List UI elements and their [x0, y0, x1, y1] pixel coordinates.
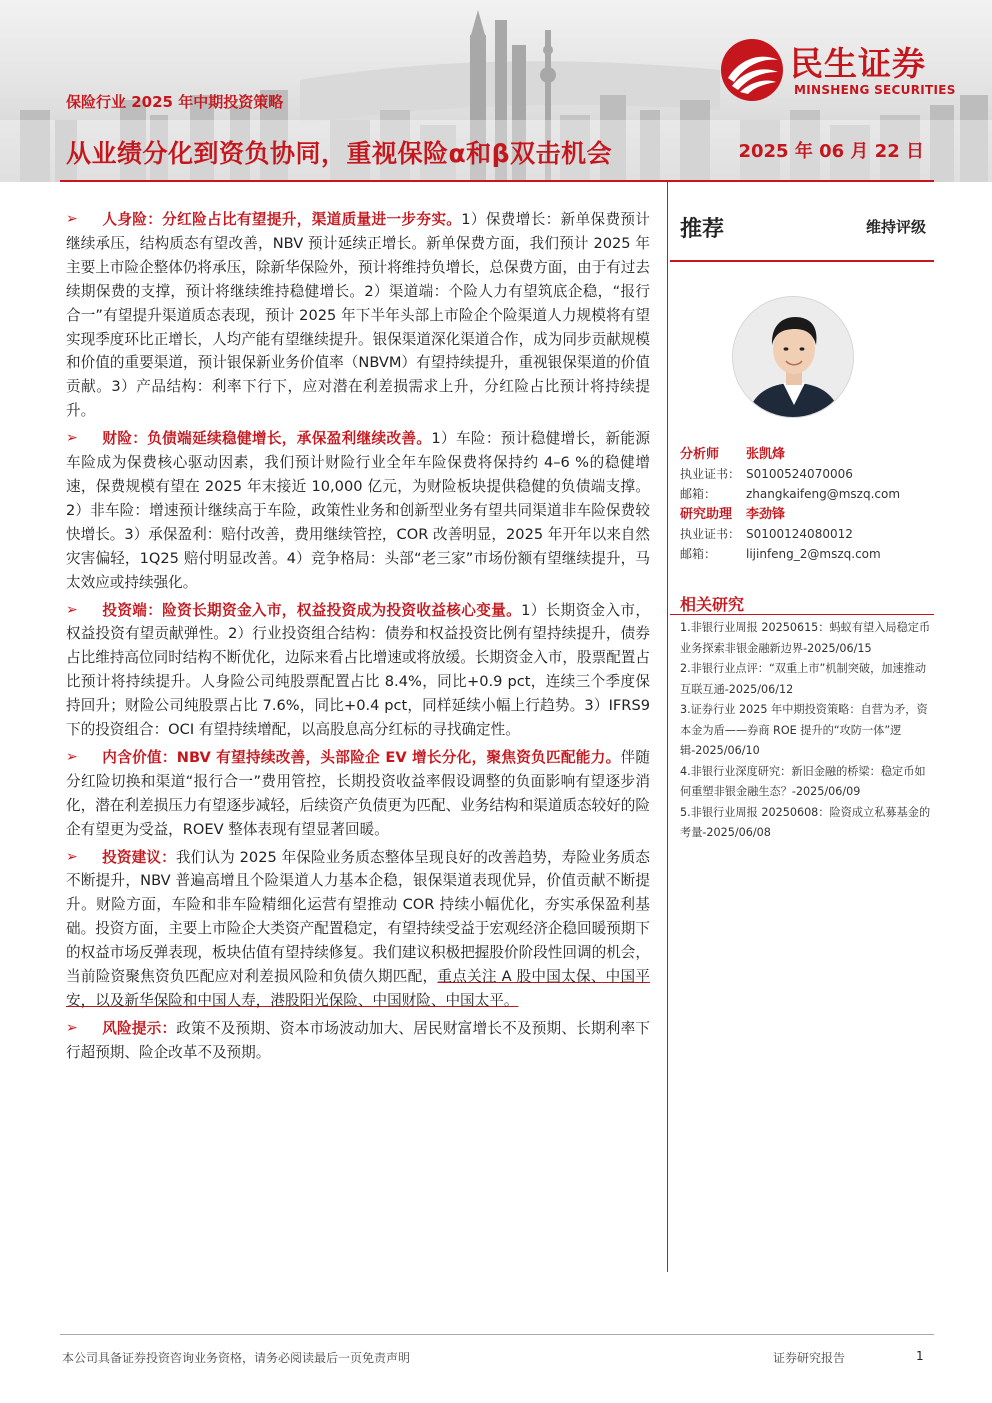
analyst-row — [680, 444, 934, 464]
arrow-bullet-icon: ➢ — [66, 748, 78, 765]
section-text: 我们认为 2025 年保险业务质态整体呈现良好的改善趋势，寿险业务质态不断提升，NBV 普遍高增且个险渠道人力基本企稳，银保渠道表现优异，价值贡献不断提升。财险方面，车险和非车险精细化运营有望推动 COR 持续小幅优化，夯实承保盈利基础。投资方面，主要上市险企大类资产配置稳定，有望持续受益于宏观经济企稳回暖预期下的权益市场反弹表现，板块估值有望持续修复。我们建议积极把握股价阶段性回调的机会，当前险资聚焦资负匹配应对利差损风险和负债久期匹配， — [66, 848, 650, 986]
footer-disclaimer: 本公司具备证券投资咨询业务资格，请务必阅读最后一页免责声明 — [62, 1351, 411, 1365]
analyst-avatar — [732, 296, 854, 418]
section-investment — [66, 599, 650, 742]
section-risk-warning — [66, 1017, 650, 1065]
related-research-list — [680, 618, 932, 844]
related-research-item[interactable]: 1.非银行业周报 20250615：蚂蚁有望入局稳定币业务探索非银金融新边界-2025/06/15 — [680, 621, 931, 655]
header-divider — [60, 180, 934, 182]
assistant-email[interactable]: lijinfeng_2@mszq.com — [746, 547, 881, 561]
footer-report-type: 证券研究报告 — [773, 1351, 846, 1365]
key-recommendations: 重点关注 A 股中国太保、中国平安，以及新华保险和中国人寿，港股阳光保险、中国财险、中国太平。 — [66, 968, 650, 1009]
footer-divider — [60, 1334, 934, 1335]
analyst-photo — [733, 297, 854, 418]
section-text: 1）长期资金入市，权益投资有望贡献弹性。2）行业投资组合结构：债券和权益投资比例有望持续提升，债券占比维持高位同时结构不断优化，边际来看占比增速或将放缓。长期资金入市，股票配置占比预计将持续提升。人身险公司纯股票配置占比 8.4%，同比+0.9 pct，连续三个季度保持回升；财险公司纯股票占比 7.6%，同比+0.4 pct，同样延续小幅上行趋势。3）IFRS9 下的投资组合：OCI 有望持续增配，以高股息高分红标的寻找确定性。 — [66, 601, 650, 739]
section-text: 伴随分红险切换和渠道“报行合一”费用管控，长期投资收益率假设调整的负面影响有望逐步消化，潜在利差损压力有望逐步减轻，后续资产负债更为匹配、业务结构和渠道质态较好的险企有望更为受益，ROEV 整体表现有望显著回暖。 — [66, 748, 650, 838]
related-research-item[interactable]: 3.证券行业 2025 年中期投资策略：自营为矛，资本金为盾——券商 ROE 提升的“攻防一体”逻辑-2025/06/10 — [680, 703, 928, 757]
arrow-bullet-icon: ➢ — [66, 1019, 78, 1036]
related-research-item[interactable]: 2.非银行业点评：“双重上市”机制突破，加速推动互联互通-2025/06/12 — [680, 662, 927, 696]
email-label: 邮箱： — [680, 487, 717, 501]
assistant-email-row — [680, 544, 934, 564]
assistant-name: 李劲锋 — [746, 507, 786, 522]
analyst-info — [680, 444, 934, 564]
arrow-bullet-icon: ➢ — [66, 848, 78, 865]
header-banner — [0, 0, 992, 182]
rating-divider — [670, 260, 934, 262]
section-text: 1）车险：预计稳健增长，新能源车险成为保费核心驱动因素，我们预计财险行业全年车险保费将保持约 4–6 %的稳健增速，保费规模有望在 2025 年末接近 10,000 亿元，为财险板块提供稳健的负债端支撑。2）非车险：增速预计继续高于车险，政策性业务和创新型业务有望共同渠道非车险保费较快增长。3）承保盈利：赔付改善，费用继续管控，COR 改善明显，2025 年开年以来自然灾害偏轻，1Q25 赔付明显改善。4）竞争格局：头部“老三家”市场份额有望继续提升，马太效应或持续强化。 — [66, 430, 650, 591]
analyst-email[interactable]: zhangkaifeng@mszq.com — [746, 487, 901, 501]
rating-note: 维持评级 — [865, 218, 926, 236]
rating: 推荐 — [680, 217, 725, 242]
cert-label: 执业证书： — [680, 467, 741, 481]
minsheng-logo — [720, 38, 970, 104]
related-divider — [670, 614, 934, 615]
analyst-email-row — [680, 484, 934, 504]
related-research-title: 相关研究 — [680, 595, 745, 614]
related-research-item[interactable]: 4.非银行业深度研究：新旧金融的桥梁：稳定币如何重塑非银金融生态？-2025/06/09 — [680, 764, 926, 798]
related-research-item[interactable]: 5.非银行业周报 20250608：险资成立私募基金的考量-2025/06/08 — [680, 805, 931, 839]
section-property-insurance — [66, 427, 650, 594]
section-investment-advice — [66, 846, 650, 1013]
analyst-role: 分析师 — [680, 447, 720, 462]
arrow-bullet-icon: ➢ — [66, 601, 78, 618]
assistant-role: 研究助理 — [680, 507, 733, 522]
logo-text-cn: 民生证券 — [790, 44, 926, 83]
section-text: 政策不及预期、资本市场波动加大、居民财富增长不及预期、长期利率下行超预期、险企改革不及预期。 — [66, 1019, 650, 1061]
assistant-cert-row — [680, 524, 934, 544]
section-lead: 风险提示： — [102, 1019, 177, 1037]
report-date: 2025 年 06 月 22 日 — [738, 141, 924, 162]
section-lead: 内含价值：NBV 有望持续改善，头部险企 EV 增长分化，聚焦资负匹配能力。 — [102, 748, 621, 766]
email-label: 邮箱： — [680, 547, 717, 561]
section-text: 1）保费增长：新单保费预计继续承压，结构质态有望改善，NBV 预计延续正增长。新单保费方面，我们预计 2025 年主要上市险企整体仍将承压，除新华保险外，预计将维持负增长，总保费方面，由于有过去续期保费的支撑，预计将继续维持稳健增长。2）渠道端：个险人力有望筑底企稳，“报行合一”有望提升渠道质态表现，预计 2025 年下半年头部上市险企个险渠道人力规模将有望实现季度环比正增长，人均产能有望继续提升。银保渠道深化渠道合作，成为同步贡献规模和价值的重要渠道，预计银保新业务价值率（NBVM）有望持续提升，重视银保渠道的价值贡献。3）产品结构：利率下行下，应对潜在利差损需求上升，分红险占比预计将持续提升。 — [66, 211, 650, 420]
section-embedded-value — [66, 746, 650, 842]
page-number: 1 — [916, 1349, 924, 1363]
section-lead: 投资建议： — [102, 848, 176, 866]
analyst-name: 张凯烽 — [746, 447, 786, 462]
arrow-bullet-icon: ➢ — [66, 430, 78, 447]
minsheng-logo-icon — [720, 38, 784, 102]
logo-text-en: MINSHENG SECURITIES — [794, 83, 956, 97]
section-lead: 投资端：险资长期资金入市，权益投资成为投资收益核心变量。 — [102, 601, 522, 619]
cert-label: 执业证书： — [680, 527, 741, 541]
section-lead: 人身险：分红险占比有望提升，渠道质量进一步夯实。 — [102, 211, 462, 228]
report-category: 保险行业 2025 年中期投资策略 — [66, 93, 284, 111]
arrow-bullet-icon: ➢ — [66, 211, 78, 227]
analyst-cert-row — [680, 464, 934, 484]
analyst-cert: S0100524070006 — [746, 467, 853, 481]
report-summary — [66, 208, 650, 1069]
section-lead: 财险：负债端延续稳健增长，承保盈利继续改善。 — [102, 430, 432, 448]
assistant-row — [680, 504, 934, 524]
assistant-cert: S0100124080012 — [746, 527, 853, 541]
column-divider — [667, 182, 668, 1272]
report-title: 从业绩分化到资负协同，重视保险α和β双击机会 — [66, 139, 613, 168]
section-life-insurance — [66, 208, 650, 423]
